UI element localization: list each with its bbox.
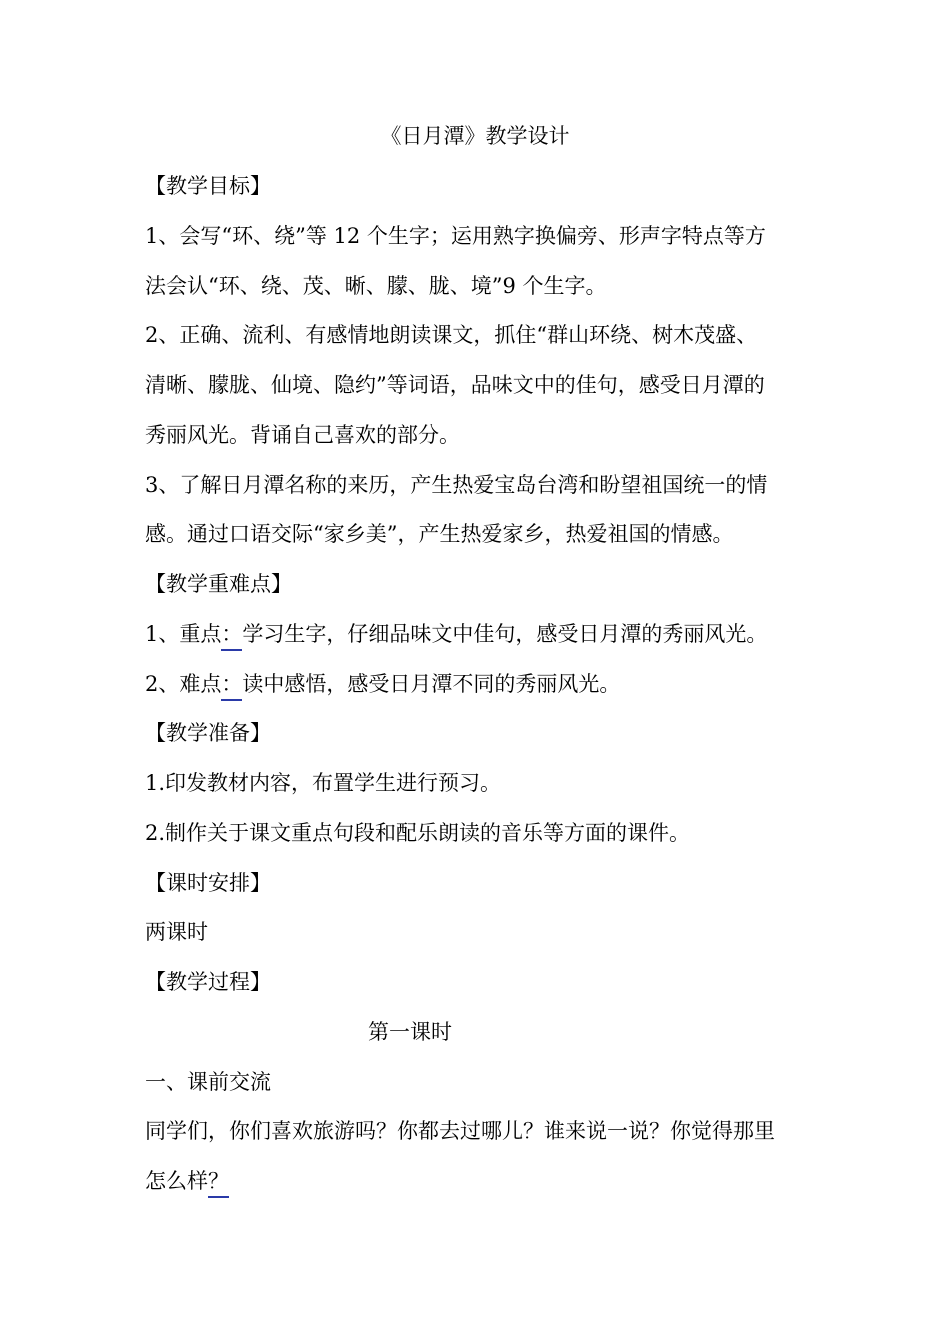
key-point-2 [145, 670, 815, 698]
preparation-heading: 【教学准备】 [145, 721, 271, 745]
section-1-line-2-mark: ？ [208, 1169, 229, 1193]
section-1-line-1: 同学们，你们喜欢旅游吗？你都去过哪儿？谁来说一说？你觉得那里 [145, 1119, 775, 1143]
objective-2-line-2: 清晰、朦胧、仙境、隐约”等词语，品味文中的佳句，感受日月潭的 [145, 373, 765, 397]
objective-3-line-1: 3、了解日月潭名称的来历，产生热爱宝岛台湾和盼望祖国统一的情 [145, 473, 768, 497]
key-point-1-label: 1、重点 [145, 622, 222, 646]
section-1-line-2-text: 怎么样 [145, 1169, 208, 1193]
key-points-heading: 【教学重难点】 [145, 572, 292, 596]
key-point-1 [145, 620, 815, 648]
preparation-item-1: 1.印发教材内容，布置学生进行预习。 [145, 771, 502, 795]
key-point-2-colon: ： [221, 672, 243, 696]
key-point-2-text: 读中感悟，感受日月潭不同的秀丽风光。 [242, 672, 621, 696]
document-title: 《日月潭》教学设计 [380, 124, 570, 148]
objectives-heading: 【教学目标】 [145, 174, 271, 198]
preparation-item-2: 2.制作关于课文重点句段和配乐朗读的音乐等方面的课件。 [145, 821, 691, 845]
objective-3-line-2: 感。通过口语交际“家乡美”，产生热爱家乡，热爱祖国的情感。 [145, 522, 734, 546]
section-1-heading: 一、课前交流 [145, 1070, 271, 1094]
schedule-heading: 【课时安排】 [145, 871, 271, 895]
key-point-2-label: 2、难点 [145, 672, 222, 696]
key-point-1-text: 学习生字，仔细品味文中佳句，感受日月潭的秀丽风光。 [242, 622, 768, 646]
process-heading: 【教学过程】 [145, 970, 271, 994]
objective-1-line-1: 1、会写“环、绕”等 12 个生字；运用熟字换偏旁、形声字特点等方 [145, 224, 766, 248]
objective-2-line-1: 2、正确、流利、有感情地朗读课文，抓住“群山环绕、树木茂盛、 [145, 323, 758, 347]
objective-1-line-2: 法会认“环、绕、茂、晰、朦、胧、境”9 个生字。 [145, 274, 607, 298]
key-point-1-colon: ： [221, 622, 243, 646]
lesson-1-heading: 第一课时 [368, 1020, 452, 1044]
schedule-text: 两课时 [145, 920, 208, 944]
objective-2-line-3: 秀丽风光。背诵自己喜欢的部分。 [145, 423, 460, 447]
section-1-line-2 [145, 1167, 815, 1195]
